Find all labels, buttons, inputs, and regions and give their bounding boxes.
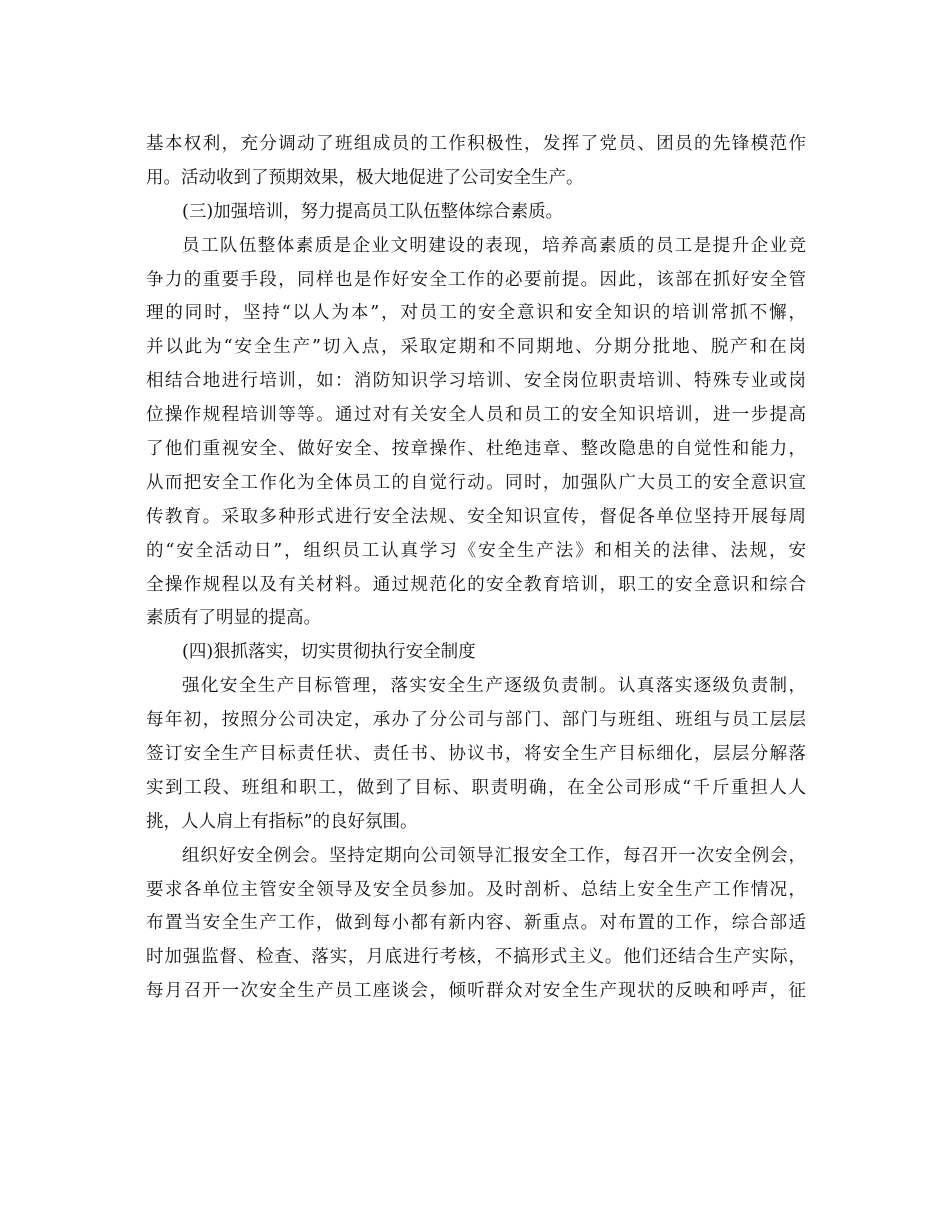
text-line: 挑，人人肩上有指标”的良好氛围。 (146, 811, 418, 832)
text-line: (三)加强培训，努力提高员工队伍整体综合素质。 (182, 201, 564, 222)
text-line: 全操作规程以及有关材料。通过规范化的安全教育培训，职工的安全意识和综合 (146, 574, 806, 595)
text-line: 了他们重视安全、做好安全、按章操作、杜绝违章、整改隐患的自觉性和能力， (146, 439, 806, 460)
text-line: 签订安全生产目标责任状、责任书、协议书，将安全生产目标细化，层层分解落 (146, 744, 806, 765)
text-line: 强化安全生产目标管理，落实安全生产逐级负责制。认真落实逐级负责制， (182, 676, 806, 697)
text-line: 相结合地进行培训，如：消防知识学习培训、安全岗位职责培训、特殊专业或岗 (146, 371, 806, 392)
text-line: 布置当安全生产工作，做到每小都有新内容、新重点。对布置的工作，综合部适 (146, 913, 806, 934)
text-line: (四)狠抓落实，切实贯彻执行安全制度 (182, 642, 476, 663)
text-line: 并以此为“安全生产”切入点，采取定期和不同期地、分期分批地、脱产和在岗 (146, 337, 806, 358)
text-line: 位操作规程培训等等。通过对有关安全人员和员工的安全知识培训，进一步提高 (146, 405, 806, 426)
text-line: 的“安全活动日”，组织员工认真学习《安全生产法》和相关的法律、法规，安 (146, 540, 806, 561)
text-line: 组织好安全例会。坚持定期向公司领导汇报安全工作，每召开一次安全例会， (182, 845, 806, 866)
text-line: 时加强监督、检查、落实，月底进行考核，不搞形式主义。他们还结合生产实际， (146, 947, 806, 968)
text-line: 用。活动收到了预期效果，极大地促进了公司安全生产。 (146, 167, 584, 188)
text-line: 素质有了明显的提高。 (146, 608, 321, 629)
text-line: 从而把安全工作化为全体员工的自觉行动。同时，加强队广大员工的安全意识宣 (146, 472, 806, 493)
text-line: 实到工段、班组和职工，做到了目标、职责明确，在全公司形成“千斤重担人人 (146, 777, 806, 798)
text-line: 员工队伍整体素质是企业文明建设的表现，培养高素质的员工是提升企业竞 (182, 235, 806, 256)
text-line: 争力的重要手段，同样也是作好安全工作的必要前提。因此，该部在抓好安全管 (146, 269, 806, 290)
text-line: 要求各单位主管安全领导及安全员参加。及时剖析、总结上安全生产工作情况， (146, 879, 806, 900)
text-line: 理的同时，坚持“以人为本”，对员工的安全意识和安全知识的培训常抓不懈， (146, 303, 806, 324)
document-body (146, 128, 806, 1009)
text-line: 每年初，按照分公司决定，承办了分公司与部门、部门与班组、班组与员工层层 (146, 710, 806, 731)
text-line: 传教育。采取多种形式进行安全法规、安全知识宣传，督促各单位坚持开展每周 (146, 506, 806, 527)
text-line: 基本权利，充分调动了班组成员的工作积极性，发挥了党员、团员的先锋模范作 (146, 134, 806, 154)
text-line: 每月召开一次安全生产员工座谈会，倾听群众对安全生产现状的反映和呼声，征 (146, 981, 806, 1002)
